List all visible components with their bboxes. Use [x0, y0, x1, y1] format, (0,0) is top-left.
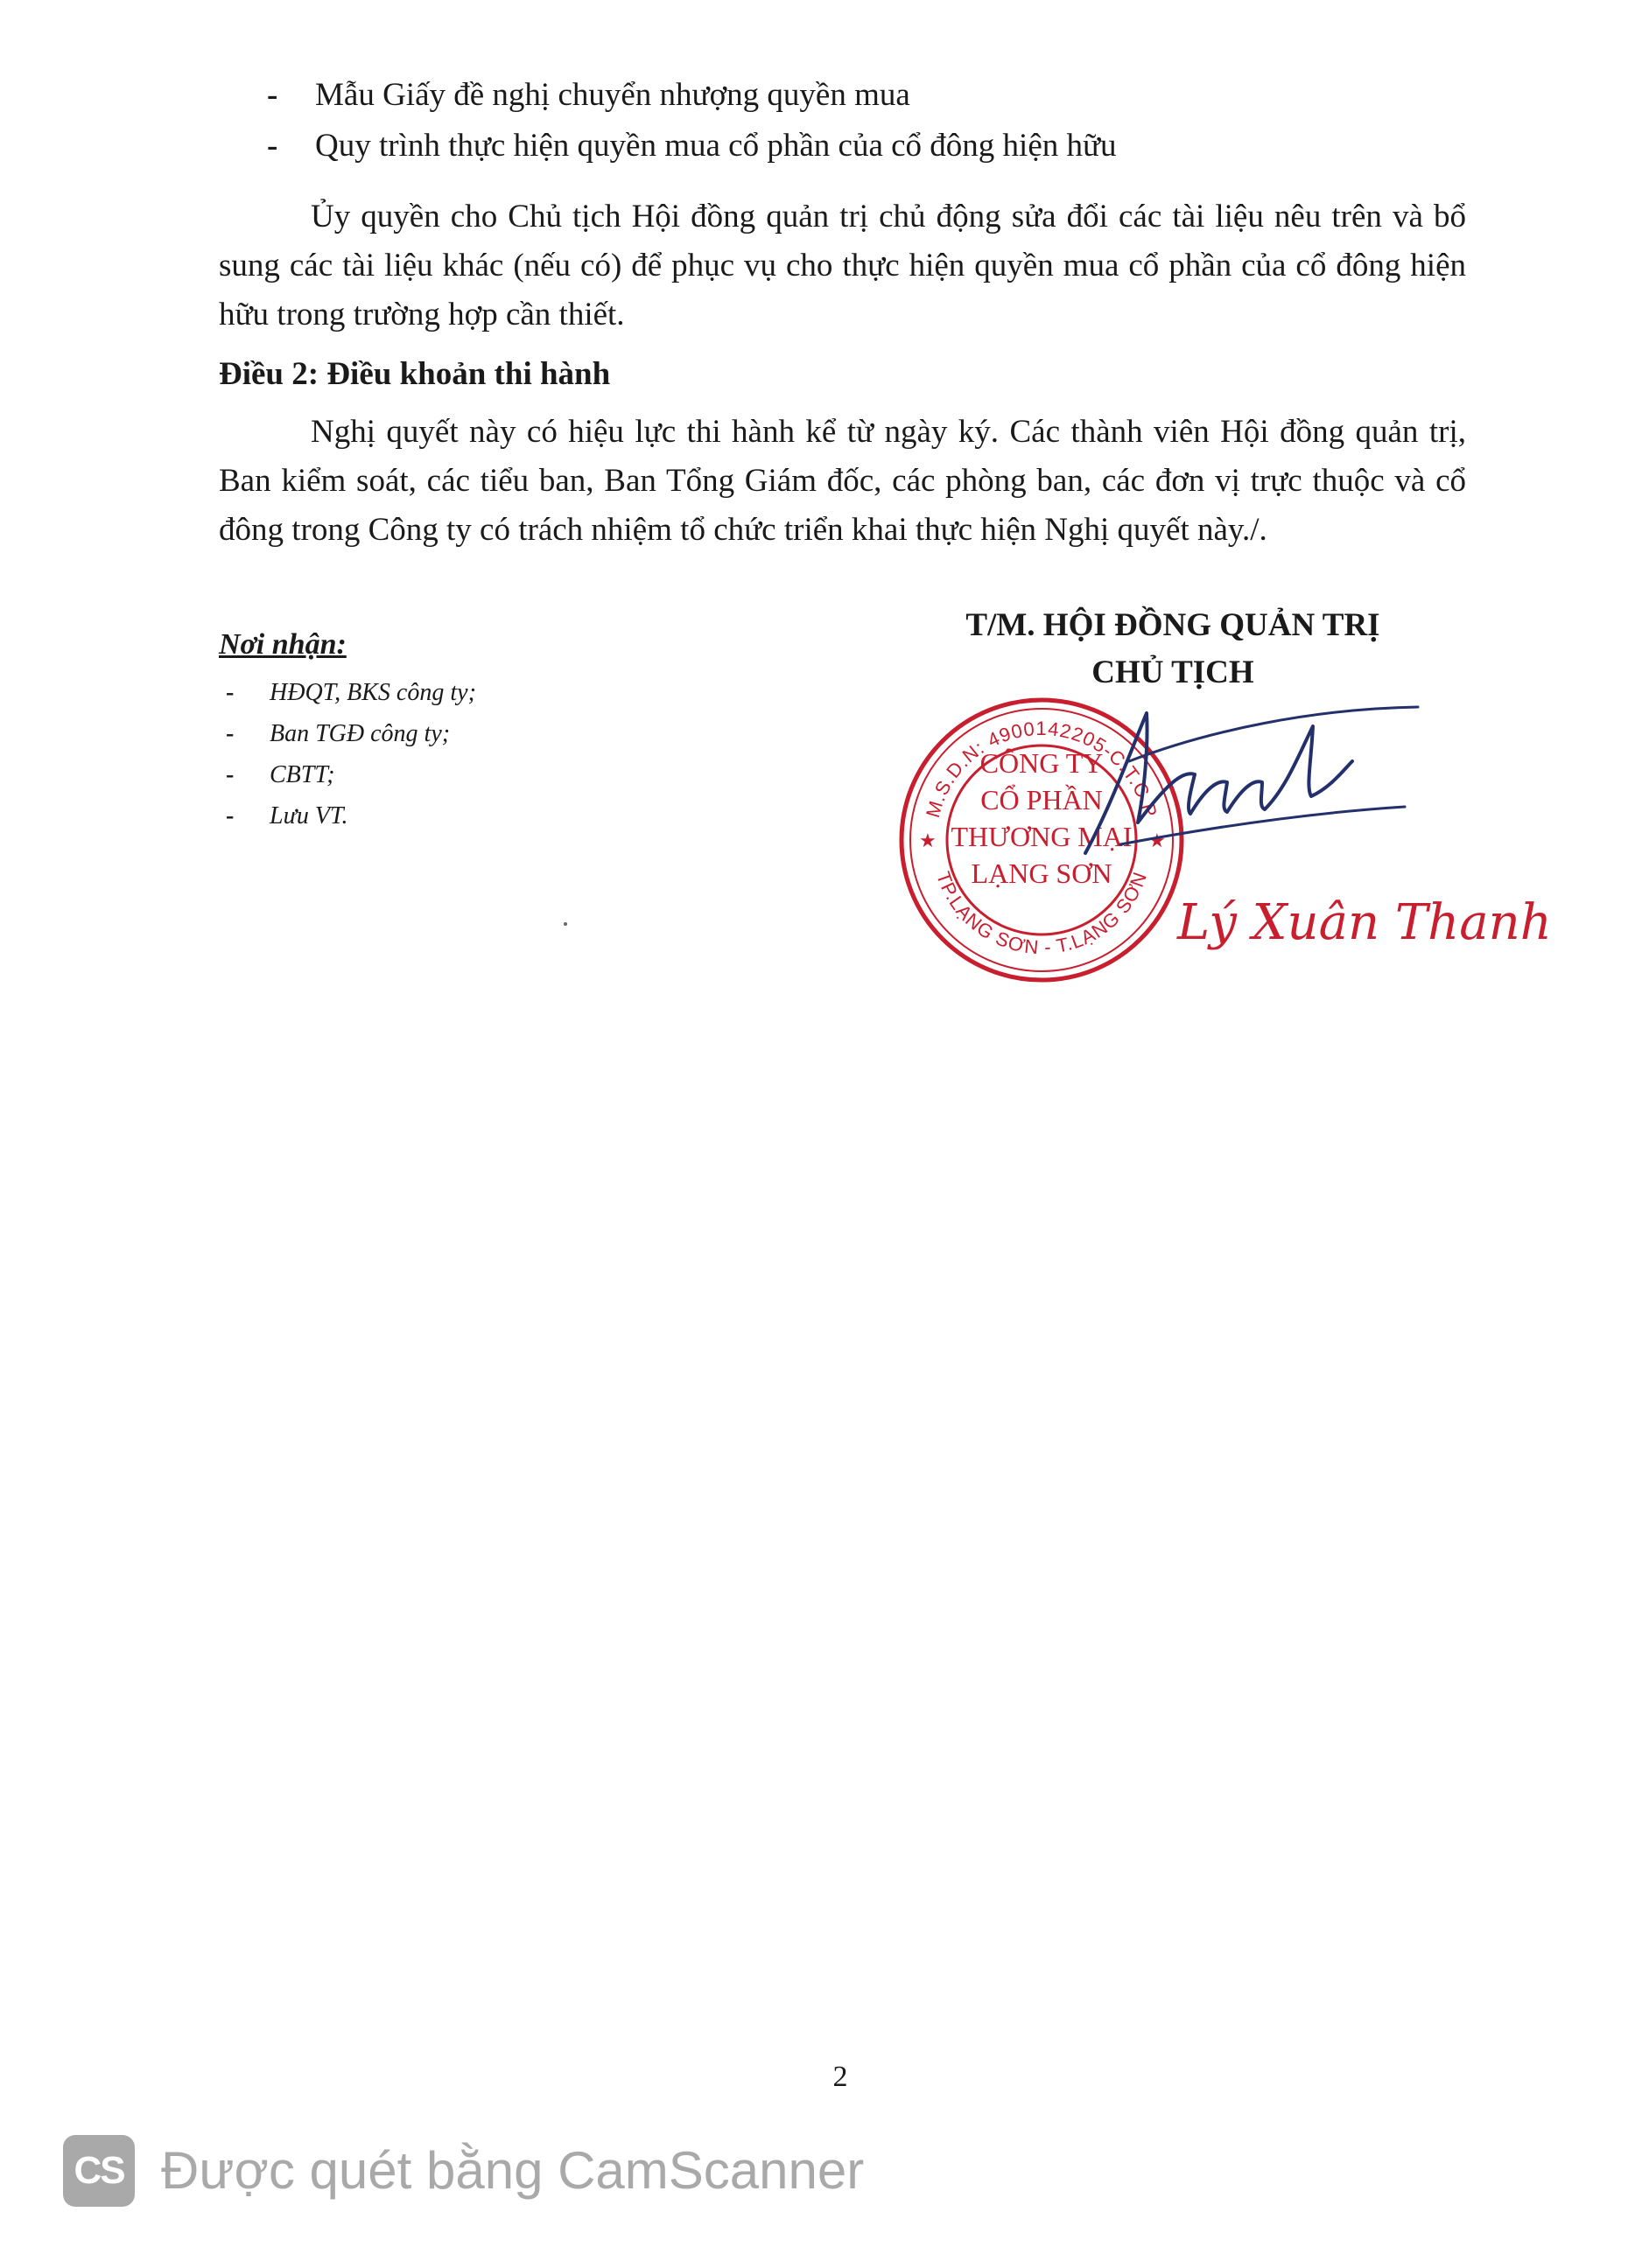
bullet-list	[267, 70, 1475, 172]
page-number: 2	[832, 2061, 848, 2093]
camscanner-text: Được quét bằng CamScanner	[161, 2141, 865, 2200]
seal-ring-top-text: M.S.D.N: 4900142205-C.T.C.P	[921, 718, 1162, 821]
seal-line: CỔ PHẦN	[980, 784, 1103, 816]
recipients-block	[219, 623, 709, 836]
camscanner-watermark	[63, 2135, 1026, 2214]
on-behalf-title: T/M. HỘI ĐỒNG QUẢN TRỊ	[965, 607, 1380, 643]
signer-position: CHỦ TỊCH	[1091, 654, 1254, 690]
recipient-item: - CBTT;	[219, 754, 709, 795]
seal-line: THƯƠNG MẠI	[951, 821, 1133, 852]
bullet-item: - Mẫu Giấy đề nghị chuyển nhượng quyền mua	[267, 70, 1475, 121]
signer-name: Lý Xuân Thanh	[1177, 894, 1552, 951]
enforcement-paragraph: Nghị quyết này có hiệu lực thi hành kể từ ngày ký. Các thành viên Hội đồng quản trị, Ban kiểm soát, các tiểu ban, Ban Tổng Giám đốc, các phòng ban, các đơn vị trực thuộc và cổ đông trong Công ty có trách nhiệm tổ chức triển khai thực hiện Nghị quyết này./.	[219, 414, 1466, 548]
recipient-item: - HĐQT, BKS công ty;	[219, 672, 709, 713]
recipient-item: - Lưu VT.	[219, 795, 709, 836]
scan-speck	[564, 922, 567, 926]
recipient-item: - Ban TGĐ công ty;	[219, 713, 709, 754]
seal-line: LẠNG SƠN	[971, 858, 1112, 889]
handwritten-signature	[1033, 691, 1435, 866]
signature-block	[910, 602, 1435, 696]
bullet-item: - Quy trình thực hiện quyền mua cổ phần của cổ đông hiện hữu	[267, 121, 1475, 172]
article-2-heading: Điều 2: Điều khoản thi hành	[219, 356, 611, 392]
seal-star-icon: ★	[1148, 830, 1166, 851]
authorization-paragraph: Ủy quyền cho Chủ tịch Hội đồng quản trị chủ động sửa đổi các tài liệu nêu trên và bổ sung các tài liệu khác (nếu có) để phục vụ cho thực hiện quyền mua cổ phần của cổ đông hiện hữu trong trường hợp cần thiết.	[219, 199, 1466, 332]
recipients-title: Nơi nhận:	[219, 628, 347, 661]
seal-ring-bottom-text: TP.LẠNG SƠN - T.LẠNG SƠN	[931, 868, 1152, 959]
camscanner-logo-icon: CS	[63, 2135, 135, 2207]
seal-line: CÔNG TY	[979, 747, 1104, 779]
seal-star-icon: ★	[919, 830, 937, 851]
